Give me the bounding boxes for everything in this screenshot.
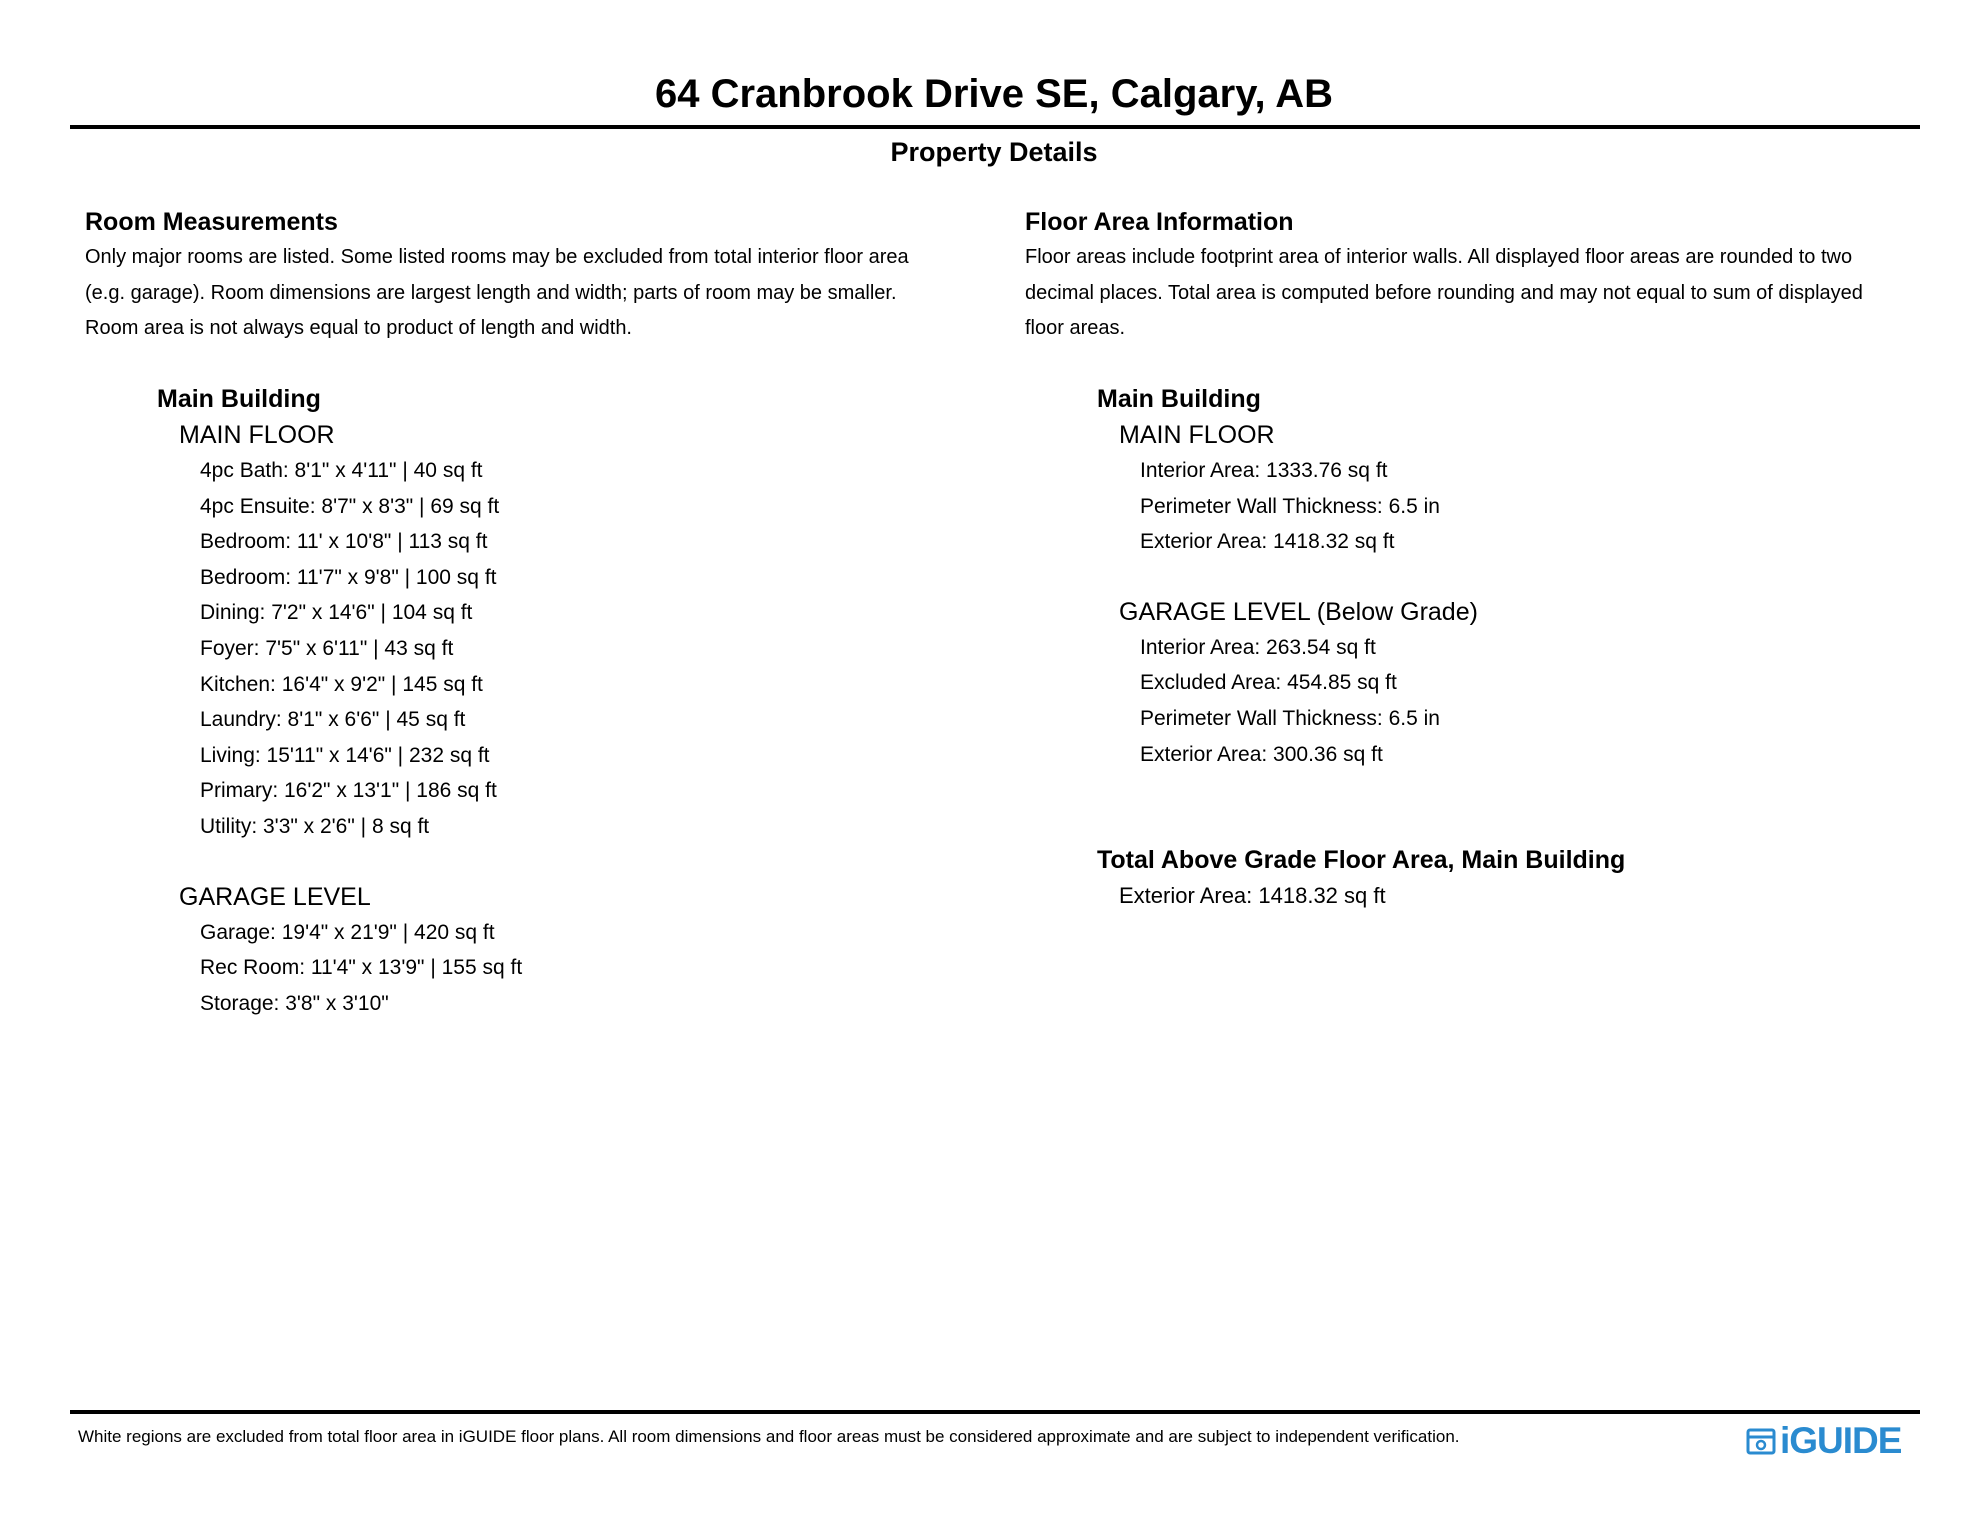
spacer [1097,560,1950,594]
area-item: Exterior Area: 300.36 sq ft [1140,742,1383,766]
room-item: Foyer: 7'5" x 6'11" | 43 sq ft [200,637,454,661]
level-title: MAIN FLOOR [1119,421,1275,450]
intro-line: Only major rooms are listed. Some listed rooms may be excluded from total interior floor area [85,246,909,268]
level-title: GARAGE LEVEL [179,882,371,911]
building-title: Main Building [1097,385,1261,414]
total-area-heading: Total Above Grade Floor Area, Main Building [1097,846,1626,875]
spacer [157,845,1005,879]
room-item: 4pc Ensuite: 8'7" x 8'3" | 69 sq ft [200,494,500,518]
footer-disclaimer: White regions are excluded from total floor area in iGUIDE floor plans. All room dimensions and floor areas must be considered approximate and are subject to independent verification. [78,1427,1460,1446]
area-item: Excluded Area: 454.85 sq ft [1140,671,1397,695]
floor-area-heading: Floor Area Information [1025,208,1294,236]
room-item: Dining: 7'2" x 14'6" | 104 sq ft [200,601,473,625]
page-subtitle: Property Details [890,137,1098,167]
area-level-garage [1119,594,1950,772]
floor-area-section [1025,204,1950,914]
total-area-group [1119,878,1950,914]
room-item: Garage: 19'4" x 21'9" | 420 sq ft [200,920,495,944]
room-item: Living: 15'11" x 14'6" | 232 sq ft [200,743,490,767]
room-item: 4pc Bath: 8'1" x 4'11" | 40 sq ft [200,459,483,483]
room-item: Laundry: 8'1" x 6'6" | 45 sq ft [200,708,466,732]
level-title: GARAGE LEVEL (Below Grade) [1119,597,1478,626]
spacer [1097,772,1950,842]
page-title: 64 Cranbrook Drive SE, Calgary, AB [654,72,1333,116]
room-building-block [157,381,1005,1021]
area-building-block [1097,381,1950,914]
area-item: Perimeter Wall Thickness: 6.5 in [1140,494,1440,518]
area-item: Interior Area: 1333.76 sq ft [1140,459,1388,483]
room-item: Bedroom: 11'7" x 9'8" | 100 sq ft [200,565,497,589]
intro-line: Room area is not always equal to product of length and width. [85,317,632,340]
total-area-value: Exterior Area: 1418.32 sq ft [1119,883,1386,909]
area-item: Perimeter Wall Thickness: 6.5 in [1140,707,1440,731]
room-item: Bedroom: 11' x 10'8" | 113 sq ft [200,530,488,554]
level-title: MAIN FLOOR [179,421,335,450]
intro-line: (e.g. garage). Room dimensions are largest length and width; parts of room may be smaller. [85,281,897,304]
area-level-main-floor [1119,417,1950,560]
room-measurements-intro [85,240,1005,347]
level-main-floor [179,417,1005,845]
brand-name: iGUIDE [1780,1420,1902,1461]
title-divider [70,125,1920,129]
room-item: Kitchen: 16'4" x 9'2" | 145 sq ft [200,672,483,696]
camera-icon [1746,1426,1776,1456]
intro-line: Floor areas include footprint area of interior walls. All displayed floor areas are rounded to two [1025,246,1853,268]
floor-area-intro [1025,240,1950,347]
iguide-logo [1746,1420,1901,1462]
intro-line: floor areas. [1025,317,1126,340]
room-item: Utility: 3'3" x 2'6" | 8 sq ft [200,815,430,839]
area-item: Exterior Area: 1418.32 sq ft [1140,530,1395,554]
level-garage [179,879,1005,1022]
intro-line: decimal places. Total area is computed before rounding and may not equal to sum of displayed [1025,281,1863,304]
area-item: Interior Area: 263.54 sq ft [1140,635,1376,659]
building-title: Main Building [157,385,321,414]
room-measurements-heading: Room Measurements [85,208,338,236]
room-item: Storage: 3'8" x 3'10" [200,991,389,1015]
footer-divider [70,1410,1920,1414]
room-item: Primary: 16'2" x 13'1" | 186 sq ft [200,779,497,803]
room-item: Rec Room: 11'4" x 13'9" | 155 sq ft [200,956,523,980]
room-measurements-section [85,204,1005,1021]
